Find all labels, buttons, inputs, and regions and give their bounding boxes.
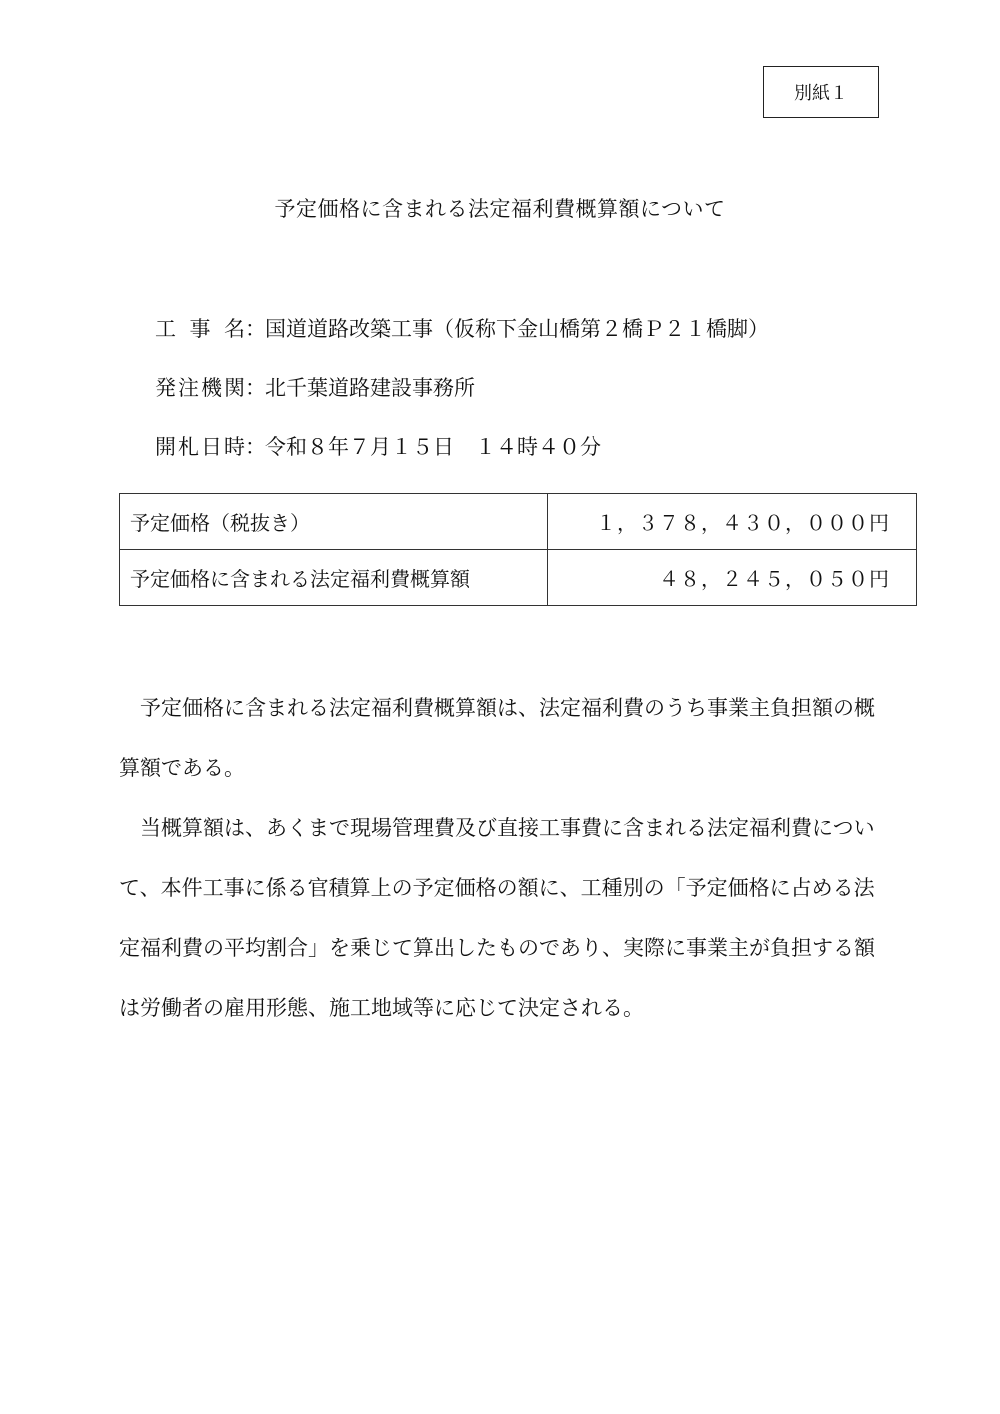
info-label-project-name: 工事名 — [155, 317, 245, 341]
info-row-ordering-agency — [155, 372, 475, 402]
table-cell-label: 予定価格に含まれる法定福利費概算額 — [120, 550, 548, 606]
info-label-bid-opening-datetime: 開札日時 — [155, 435, 245, 459]
attachment-label: 別紙１ — [763, 66, 879, 118]
paragraph: 予定価格に含まれる法定福利費概算額は、法定福利費のうち事業主負担額の概算額である。 — [119, 696, 875, 780]
info-separator: ： — [245, 435, 266, 459]
info-separator: ： — [245, 376, 266, 400]
info-value-bid-opening-datetime: 令和８年７月１５日 １４時４０分 — [265, 435, 601, 459]
paragraph: 当概算額は、あくまで現場管理費及び直接工事費に含まれる法定福利費について、本件工事に係る官積算上の予定価格の額に、工種別の「予定価格に占める法定福利費の平均割合」を乗じて算出したものであり、実際に事業主が負担する額は労働者の雇用形態、施工地域等に応じて決定される。 — [119, 816, 875, 1020]
info-separator: ： — [245, 317, 266, 341]
table-cell-value: ４８，２４５，０５０円 — [548, 550, 917, 606]
info-row-project-name — [155, 313, 769, 343]
price-table — [119, 493, 917, 606]
table-row — [120, 494, 917, 550]
info-label-ordering-agency: 発注機関 — [155, 376, 245, 400]
info-value-ordering-agency: 北千葉道路建設事務所 — [265, 376, 475, 400]
info-row-bid-opening-datetime — [155, 431, 601, 461]
table-cell-label: 予定価格（税抜き） — [120, 494, 548, 550]
info-value-project-name: 国道道路改築工事（仮称下金山橋第２橋Ｐ２１橋脚） — [265, 317, 769, 341]
table-row — [120, 550, 917, 606]
document-title: 予定価格に含まれる法定福利費概算額について — [274, 197, 726, 221]
body-text — [119, 678, 894, 1038]
table-cell-value: １，３７８，４３０，０００円 — [548, 494, 917, 550]
